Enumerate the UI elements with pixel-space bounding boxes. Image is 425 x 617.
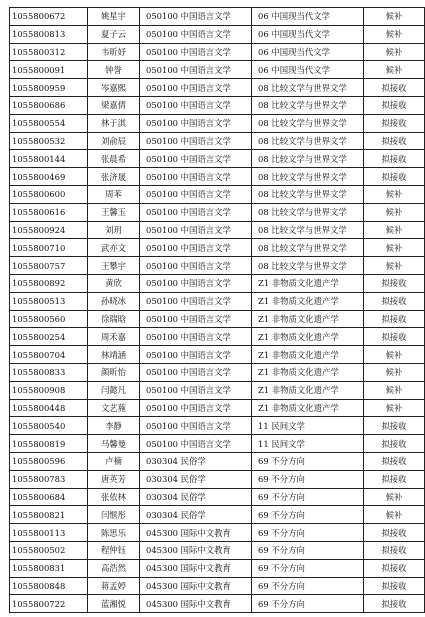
table-row bbox=[10, 221, 425, 239]
research-direction-cell: Z1 非物质文化遗产学 bbox=[252, 399, 364, 417]
admission-status-cell: 候补 bbox=[364, 363, 425, 381]
candidate-name-cell: 姚星宇 bbox=[88, 8, 140, 26]
research-direction-cell: 69 不分方向 bbox=[252, 524, 364, 542]
research-direction-cell: 08 比较文学与世界文学 bbox=[252, 239, 364, 257]
major-cell: 050100 中国语言文学 bbox=[140, 363, 252, 381]
admission-status-cell: 候补 bbox=[364, 203, 425, 221]
admission-status-cell: 候补 bbox=[364, 61, 425, 79]
major-cell: 050100 中国语言文学 bbox=[140, 274, 252, 292]
table-row bbox=[10, 132, 425, 150]
admission-status-cell: 拟接收 bbox=[364, 470, 425, 488]
admission-status-cell: 拟接收 bbox=[364, 559, 425, 577]
table-row bbox=[10, 25, 425, 43]
candidate-id-cell: 1055800959 bbox=[10, 79, 88, 97]
candidate-name-cell: 闫惬彤 bbox=[88, 506, 140, 524]
admission-status-cell: 拟接收 bbox=[364, 310, 425, 328]
candidate-name-cell: 钟誉 bbox=[88, 61, 140, 79]
candidate-name-cell: 孙晓冰 bbox=[88, 292, 140, 310]
admission-status-cell: 拟接收 bbox=[364, 541, 425, 559]
major-cell: 045300 国际中文教育 bbox=[140, 595, 252, 613]
major-cell: 050100 中国语言文学 bbox=[140, 61, 252, 79]
candidate-name-cell: 王攀宇 bbox=[88, 257, 140, 275]
candidate-id-cell: 1055800540 bbox=[10, 417, 88, 435]
admission-status-cell: 拟接收 bbox=[364, 96, 425, 114]
candidate-name-cell: 岑嘉熙 bbox=[88, 79, 140, 97]
candidate-id-cell: 1055800684 bbox=[10, 488, 88, 506]
admission-status-cell: 候补 bbox=[364, 346, 425, 364]
research-direction-cell: 06 中国现当代文学 bbox=[252, 61, 364, 79]
candidate-name-cell: 颜昕怡 bbox=[88, 363, 140, 381]
admission-status-cell: 拟接收 bbox=[364, 328, 425, 346]
candidate-name-cell: 文艺葹 bbox=[88, 399, 140, 417]
candidate-id-cell: 1055800813 bbox=[10, 25, 88, 43]
research-direction-cell: 08 比较文学与世界文学 bbox=[252, 150, 364, 168]
candidate-id-cell: 1055800672 bbox=[10, 8, 88, 26]
research-direction-cell: Z1 非物质文化遗产学 bbox=[252, 328, 364, 346]
candidate-id-cell: 1055800254 bbox=[10, 328, 88, 346]
major-cell: 050100 中国语言文学 bbox=[140, 328, 252, 346]
research-direction-cell: 08 比较文学与世界文学 bbox=[252, 132, 364, 150]
table-row bbox=[10, 310, 425, 328]
admission-table bbox=[9, 7, 425, 613]
candidate-name-cell: 林靖涵 bbox=[88, 346, 140, 364]
table-row bbox=[10, 292, 425, 310]
research-direction-cell: 06 中国现当代文学 bbox=[252, 8, 364, 26]
research-direction-cell: 69 不分方向 bbox=[252, 559, 364, 577]
admission-status-cell: 拟接收 bbox=[364, 452, 425, 470]
candidate-name-cell: 张依林 bbox=[88, 488, 140, 506]
candidate-id-cell: 1055800819 bbox=[10, 435, 88, 453]
table-row bbox=[10, 363, 425, 381]
admission-status-cell: 候补 bbox=[364, 43, 425, 61]
candidate-name-cell: 蒋孟婷 bbox=[88, 577, 140, 595]
major-cell: 050100 中国语言文学 bbox=[140, 150, 252, 168]
table-row bbox=[10, 524, 425, 542]
research-direction-cell: 69 不分方向 bbox=[252, 506, 364, 524]
major-cell: 050100 中国语言文学 bbox=[140, 25, 252, 43]
candidate-id-cell: 1055800686 bbox=[10, 96, 88, 114]
candidate-name-cell: 张济晟 bbox=[88, 168, 140, 186]
table-row bbox=[10, 541, 425, 559]
major-cell: 050100 中国语言文学 bbox=[140, 435, 252, 453]
table-row bbox=[10, 8, 425, 26]
candidate-name-cell: 闫懿凡 bbox=[88, 381, 140, 399]
table-row bbox=[10, 346, 425, 364]
table-row bbox=[10, 96, 425, 114]
table-row bbox=[10, 595, 425, 613]
candidate-name-cell: 刘俞辰 bbox=[88, 132, 140, 150]
major-cell: 050100 中国语言文学 bbox=[140, 221, 252, 239]
research-direction-cell: Z1 非物质文化遗产学 bbox=[252, 292, 364, 310]
candidate-name-cell: 王馨玉 bbox=[88, 203, 140, 221]
candidate-id-cell: 1055800513 bbox=[10, 292, 88, 310]
candidate-id-cell: 1055800596 bbox=[10, 452, 88, 470]
table-row bbox=[10, 257, 425, 275]
table-row bbox=[10, 61, 425, 79]
candidate-id-cell: 1055800704 bbox=[10, 346, 88, 364]
admission-status-cell: 候补 bbox=[364, 185, 425, 203]
major-cell: 030304 民俗学 bbox=[140, 488, 252, 506]
major-cell: 050100 中国语言文学 bbox=[140, 132, 252, 150]
major-cell: 030304 民俗学 bbox=[140, 470, 252, 488]
candidate-id-cell: 1055800554 bbox=[10, 114, 88, 132]
table-row bbox=[10, 435, 425, 453]
table-row bbox=[10, 114, 425, 132]
research-direction-cell: 69 不分方向 bbox=[252, 541, 364, 559]
major-cell: 050100 中国语言文学 bbox=[140, 96, 252, 114]
admission-status-cell: 拟接收 bbox=[364, 150, 425, 168]
table-row bbox=[10, 168, 425, 186]
research-direction-cell: Z1 非物质文化遗产学 bbox=[252, 363, 364, 381]
research-direction-cell: 08 比较文学与世界文学 bbox=[252, 185, 364, 203]
candidate-name-cell: 徐瑞晗 bbox=[88, 310, 140, 328]
candidate-id-cell: 1055800722 bbox=[10, 595, 88, 613]
research-direction-cell: Z1 非物质文化遗产学 bbox=[252, 310, 364, 328]
candidate-id-cell: 1055800848 bbox=[10, 577, 88, 595]
candidate-name-cell: 韦昕妤 bbox=[88, 43, 140, 61]
table-row bbox=[10, 274, 425, 292]
candidate-id-cell: 1055800908 bbox=[10, 381, 88, 399]
table-row bbox=[10, 452, 425, 470]
admission-status-cell: 拟接收 bbox=[364, 292, 425, 310]
major-cell: 050100 中国语言文学 bbox=[140, 399, 252, 417]
table-row bbox=[10, 239, 425, 257]
table-row bbox=[10, 150, 425, 168]
research-direction-cell: 08 比较文学与世界文学 bbox=[252, 168, 364, 186]
candidate-name-cell: 林于淇 bbox=[88, 114, 140, 132]
table-row bbox=[10, 577, 425, 595]
table-row bbox=[10, 203, 425, 221]
candidate-name-cell: 高浩然 bbox=[88, 559, 140, 577]
major-cell: 050100 中国语言文学 bbox=[140, 79, 252, 97]
admission-status-cell: 候补 bbox=[364, 488, 425, 506]
candidate-name-cell: 夏子云 bbox=[88, 25, 140, 43]
candidate-id-cell: 1055800502 bbox=[10, 541, 88, 559]
research-direction-cell: 69 不分方向 bbox=[252, 577, 364, 595]
candidate-id-cell: 1055800091 bbox=[10, 61, 88, 79]
candidate-id-cell: 1055800833 bbox=[10, 363, 88, 381]
research-direction-cell: 08 比较文学与世界文学 bbox=[252, 203, 364, 221]
candidate-id-cell: 1055800821 bbox=[10, 506, 88, 524]
major-cell: 050100 中国语言文学 bbox=[140, 168, 252, 186]
admission-status-cell: 拟接收 bbox=[364, 114, 425, 132]
candidate-name-cell: 蓝湘悦 bbox=[88, 595, 140, 613]
major-cell: 050100 中国语言文学 bbox=[140, 381, 252, 399]
admission-status-cell: 候补 bbox=[364, 239, 425, 257]
admission-status-cell: 拟接收 bbox=[364, 274, 425, 292]
table-row bbox=[10, 559, 425, 577]
table-body bbox=[10, 8, 425, 613]
candidate-id-cell: 1055800616 bbox=[10, 203, 88, 221]
candidate-id-cell: 1055800532 bbox=[10, 132, 88, 150]
candidate-id-cell: 1055800448 bbox=[10, 399, 88, 417]
candidate-id-cell: 1055800312 bbox=[10, 43, 88, 61]
research-direction-cell: 69 不分方向 bbox=[252, 470, 364, 488]
research-direction-cell: 06 中国现当代文学 bbox=[252, 43, 364, 61]
admission-status-cell: 拟接收 bbox=[364, 132, 425, 150]
table-row bbox=[10, 470, 425, 488]
table-row bbox=[10, 79, 425, 97]
document-page bbox=[9, 7, 425, 613]
candidate-id-cell: 1055800924 bbox=[10, 221, 88, 239]
candidate-name-cell: 陈思乐 bbox=[88, 524, 140, 542]
candidate-id-cell: 1055800892 bbox=[10, 274, 88, 292]
research-direction-cell: 11 民间文学 bbox=[252, 435, 364, 453]
research-direction-cell: 08 比较文学与世界文学 bbox=[252, 257, 364, 275]
candidate-id-cell: 1055800144 bbox=[10, 150, 88, 168]
admission-status-cell: 拟接收 bbox=[364, 435, 425, 453]
major-cell: 045300 国际中文教育 bbox=[140, 559, 252, 577]
major-cell: 045300 国际中文教育 bbox=[140, 577, 252, 595]
candidate-id-cell: 1055800600 bbox=[10, 185, 88, 203]
admission-status-cell: 候补 bbox=[364, 25, 425, 43]
table-row bbox=[10, 399, 425, 417]
research-direction-cell: Z1 非物质文化遗产学 bbox=[252, 274, 364, 292]
candidate-name-cell: 卢楠 bbox=[88, 452, 140, 470]
candidate-name-cell: 周苯 bbox=[88, 185, 140, 203]
admission-status-cell: 候补 bbox=[364, 257, 425, 275]
table-row bbox=[10, 381, 425, 399]
research-direction-cell: 08 比较文学与世界文学 bbox=[252, 114, 364, 132]
admission-status-cell: 拟接收 bbox=[364, 79, 425, 97]
candidate-id-cell: 1055800757 bbox=[10, 257, 88, 275]
candidate-id-cell: 1055800560 bbox=[10, 310, 88, 328]
candidate-name-cell: 周禾嘉 bbox=[88, 328, 140, 346]
major-cell: 050100 中国语言文学 bbox=[140, 43, 252, 61]
admission-status-cell: 拟接收 bbox=[364, 417, 425, 435]
table-row bbox=[10, 185, 425, 203]
major-cell: 050100 中国语言文学 bbox=[140, 310, 252, 328]
candidate-id-cell: 1055800710 bbox=[10, 239, 88, 257]
major-cell: 050100 中国语言文学 bbox=[140, 185, 252, 203]
table-row bbox=[10, 328, 425, 346]
candidate-name-cell: 武亦文 bbox=[88, 239, 140, 257]
research-direction-cell: 11 民间文学 bbox=[252, 417, 364, 435]
major-cell: 050100 中国语言文学 bbox=[140, 203, 252, 221]
major-cell: 045300 国际中文教育 bbox=[140, 524, 252, 542]
major-cell: 050100 中国语言文学 bbox=[140, 239, 252, 257]
admission-status-cell: 候补 bbox=[364, 8, 425, 26]
candidate-id-cell: 1055800469 bbox=[10, 168, 88, 186]
candidate-name-cell: 唐英芳 bbox=[88, 470, 140, 488]
table-row bbox=[10, 488, 425, 506]
research-direction-cell: 69 不分方向 bbox=[252, 488, 364, 506]
candidate-name-cell: 刘玥 bbox=[88, 221, 140, 239]
admission-status-cell: 候补 bbox=[364, 381, 425, 399]
candidate-id-cell: 1055800113 bbox=[10, 524, 88, 542]
research-direction-cell: 08 比较文学与世界文学 bbox=[252, 221, 364, 239]
major-cell: 050100 中国语言文学 bbox=[140, 346, 252, 364]
table-row bbox=[10, 417, 425, 435]
candidate-name-cell: 张晨希 bbox=[88, 150, 140, 168]
admission-status-cell: 拟接收 bbox=[364, 524, 425, 542]
admission-status-cell: 拟接收 bbox=[364, 595, 425, 613]
research-direction-cell: 69 不分方向 bbox=[252, 452, 364, 470]
major-cell: 050100 中国语言文学 bbox=[140, 8, 252, 26]
major-cell: 030304 民俗学 bbox=[140, 452, 252, 470]
research-direction-cell: Z1 非物质文化遗产学 bbox=[252, 381, 364, 399]
candidate-name-cell: 李静 bbox=[88, 417, 140, 435]
major-cell: 050100 中国语言文学 bbox=[140, 114, 252, 132]
candidate-name-cell: 马馨曼 bbox=[88, 435, 140, 453]
admission-status-cell: 拟接收 bbox=[364, 168, 425, 186]
candidate-name-cell: 黄欣 bbox=[88, 274, 140, 292]
candidate-id-cell: 1055800783 bbox=[10, 470, 88, 488]
candidate-name-cell: 程仲钰 bbox=[88, 541, 140, 559]
table-row bbox=[10, 43, 425, 61]
research-direction-cell: Z1 非物质文化遗产学 bbox=[252, 346, 364, 364]
research-direction-cell: 69 不分方向 bbox=[252, 595, 364, 613]
candidate-id-cell: 1055800831 bbox=[10, 559, 88, 577]
research-direction-cell: 06 中国现当代文学 bbox=[252, 25, 364, 43]
table-row bbox=[10, 506, 425, 524]
candidate-name-cell: 梁嘉倩 bbox=[88, 96, 140, 114]
major-cell: 050100 中国语言文学 bbox=[140, 292, 252, 310]
research-direction-cell: 08 比较文学与世界文学 bbox=[252, 96, 364, 114]
major-cell: 050100 中国语言文学 bbox=[140, 417, 252, 435]
admission-status-cell: 候补 bbox=[364, 506, 425, 524]
admission-status-cell: 候补 bbox=[364, 221, 425, 239]
admission-status-cell: 拟接收 bbox=[364, 577, 425, 595]
admission-status-cell: 候补 bbox=[364, 399, 425, 417]
research-direction-cell: 08 比较文学与世界文学 bbox=[252, 79, 364, 97]
major-cell: 050100 中国语言文学 bbox=[140, 257, 252, 275]
major-cell: 030304 民俗学 bbox=[140, 506, 252, 524]
major-cell: 045300 国际中文教育 bbox=[140, 541, 252, 559]
